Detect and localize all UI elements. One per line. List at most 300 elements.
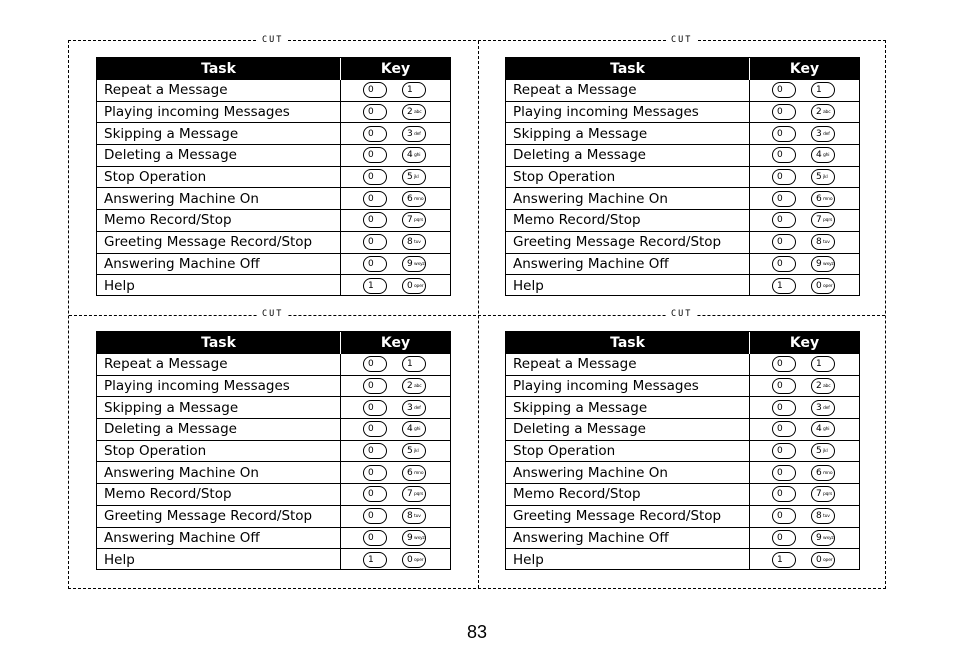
key-combination	[341, 188, 451, 210]
key-letters: tuv	[414, 514, 421, 520]
key-letters: jkl	[823, 175, 828, 181]
key-letters: tuv	[823, 240, 830, 246]
table-row	[506, 210, 859, 232]
key-reference-table	[506, 332, 859, 570]
key-digit: 8	[407, 511, 413, 522]
keypad-button-icon	[363, 530, 387, 546]
key-digit: 0	[368, 424, 374, 435]
key-digit: 0	[777, 172, 783, 183]
table-row	[506, 484, 859, 506]
key-digit: 0	[777, 381, 783, 392]
key-digit: 4	[816, 150, 822, 161]
key-combination	[341, 440, 451, 462]
keypad-button-icon	[363, 82, 387, 98]
table-row	[97, 101, 450, 123]
keypad-button-icon	[402, 256, 426, 272]
task-label: Greeting Message Record/Stop	[97, 231, 341, 253]
key-digit: 3	[816, 402, 822, 413]
key-combination	[750, 80, 860, 102]
keypad-button-icon	[363, 508, 387, 524]
key-combination	[750, 188, 860, 210]
keypad-button-icon	[772, 530, 796, 546]
table-row	[506, 397, 859, 419]
key-digit: 0	[777, 359, 783, 370]
keypad-button-icon	[811, 552, 835, 568]
key-reference-table	[97, 58, 450, 296]
key-combination	[750, 145, 860, 167]
keypad-button-icon	[363, 234, 387, 250]
key-digit: 0	[777, 150, 783, 161]
keypad-button-icon	[811, 212, 835, 228]
key-digit: 0	[777, 424, 783, 435]
key-letters: wxyz	[414, 261, 425, 267]
table-row	[506, 375, 859, 397]
table-row	[97, 231, 450, 253]
keypad-button-icon	[811, 378, 835, 394]
key-digit: 6	[816, 467, 822, 478]
task-column-header: Task	[97, 58, 341, 80]
key-digit: 0	[368, 107, 374, 118]
key-combination	[341, 505, 451, 527]
keypad-button-icon	[772, 400, 796, 416]
keypad-button-icon	[363, 552, 387, 568]
key-digit: 1	[407, 85, 413, 96]
key-digit: 3	[407, 402, 413, 413]
horizontal-cut-line	[69, 315, 885, 316]
task-label: Playing incoming Messages	[506, 375, 750, 397]
table-row	[506, 440, 859, 462]
key-combination	[750, 253, 860, 275]
keypad-button-icon	[811, 234, 835, 250]
table-row	[97, 210, 450, 232]
key-combination	[341, 101, 451, 123]
key-digit: 0	[368, 258, 374, 269]
key-combination	[750, 210, 860, 232]
key-digit: 5	[407, 172, 413, 183]
key-digit: 0	[777, 258, 783, 269]
table-row	[506, 527, 859, 549]
cut-label: CUT	[666, 309, 697, 319]
key-letters: def	[414, 131, 421, 137]
keypad-button-icon	[402, 443, 426, 459]
key-letters: pqrs	[414, 492, 424, 498]
task-label: Help	[97, 549, 341, 570]
key-digit: 0	[407, 280, 413, 291]
key-combination	[750, 123, 860, 145]
key-combination	[341, 166, 451, 188]
keypad-button-icon	[402, 421, 426, 437]
key-digit: 6	[816, 193, 822, 204]
key-combination	[750, 419, 860, 441]
key-letters: ghi	[823, 427, 830, 433]
key-letters: pqrs	[823, 218, 833, 224]
key-digit: 1	[816, 359, 822, 370]
task-label: Deleting a Message	[506, 145, 750, 167]
key-letters: mno	[414, 470, 424, 476]
key-digit: 3	[816, 128, 822, 139]
keypad-button-icon	[772, 126, 796, 142]
task-label: Deleting a Message	[97, 145, 341, 167]
keypad-button-icon	[772, 508, 796, 524]
table-row	[506, 80, 859, 102]
key-combination	[341, 123, 451, 145]
task-column-header: Task	[506, 332, 750, 354]
keypad-button-icon	[402, 400, 426, 416]
table-row	[506, 101, 859, 123]
key-digit: 0	[407, 554, 413, 565]
table-row	[97, 462, 450, 484]
task-label: Answering Machine Off	[97, 253, 341, 275]
table-row	[97, 440, 450, 462]
keypad-button-icon	[402, 104, 426, 120]
task-label: Deleting a Message	[506, 419, 750, 441]
task-label: Memo Record/Stop	[97, 210, 341, 232]
table-row	[506, 275, 859, 296]
task-label: Repeat a Message	[506, 354, 750, 376]
task-label: Skipping a Message	[506, 123, 750, 145]
key-combination	[341, 354, 451, 376]
keypad-button-icon	[811, 82, 835, 98]
key-digit: 0	[368, 193, 374, 204]
key-combination	[341, 80, 451, 102]
keypad-button-icon	[363, 278, 387, 294]
keypad-button-icon	[772, 356, 796, 372]
key-combination	[750, 397, 860, 419]
keypad-button-icon	[811, 126, 835, 142]
cut-label: CUT	[257, 35, 288, 45]
key-letters: wxyz	[823, 261, 834, 267]
table-row	[506, 123, 859, 145]
keypad-button-icon	[363, 443, 387, 459]
task-label: Deleting a Message	[97, 419, 341, 441]
key-digit: 7	[407, 489, 413, 500]
key-letters: ghi	[414, 153, 421, 159]
task-label: Repeat a Message	[97, 354, 341, 376]
key-digit: 0	[777, 107, 783, 118]
key-combination	[341, 484, 451, 506]
keypad-button-icon	[363, 147, 387, 163]
task-label: Repeat a Message	[506, 80, 750, 102]
key-digit: 0	[368, 237, 374, 248]
keypad-button-icon	[772, 256, 796, 272]
key-digit: 9	[816, 532, 822, 543]
keypad-button-icon	[402, 508, 426, 524]
task-label: Greeting Message Record/Stop	[97, 505, 341, 527]
task-label: Answering Machine On	[506, 462, 750, 484]
key-letters: ghi	[823, 153, 830, 159]
task-label: Answering Machine Off	[506, 253, 750, 275]
table-row	[97, 527, 450, 549]
task-label: Memo Record/Stop	[97, 484, 341, 506]
table-row	[97, 354, 450, 376]
key-digit: 0	[368, 489, 374, 500]
task-label: Memo Record/Stop	[506, 484, 750, 506]
keypad-button-icon	[811, 530, 835, 546]
key-combination	[341, 210, 451, 232]
key-digit: 3	[407, 128, 413, 139]
keypad-button-icon	[811, 421, 835, 437]
task-label: Playing incoming Messages	[506, 101, 750, 123]
key-letters: jkl	[823, 449, 828, 455]
key-reference-table	[97, 332, 450, 570]
keypad-button-icon	[402, 82, 426, 98]
keypad-button-icon	[811, 104, 835, 120]
key-letters: wxyz	[414, 535, 425, 541]
key-digit: 7	[816, 215, 822, 226]
key-letters: mno	[823, 196, 833, 202]
key-digit: 0	[368, 467, 374, 478]
task-label: Stop Operation	[97, 440, 341, 462]
key-letters: pqrs	[823, 492, 833, 498]
key-digit: 0	[816, 554, 822, 565]
table-row	[97, 188, 450, 210]
key-digit: 5	[407, 446, 413, 457]
key-digit: 0	[777, 467, 783, 478]
key-letters: oper	[414, 557, 424, 563]
key-letters: oper	[414, 283, 424, 289]
key-digit: 0	[777, 85, 783, 96]
key-letters: jkl	[414, 175, 419, 181]
key-digit: 0	[816, 280, 822, 291]
table-row	[97, 80, 450, 102]
task-label: Answering Machine On	[97, 462, 341, 484]
key-combination	[341, 419, 451, 441]
key-digit: 1	[777, 280, 783, 291]
key-combination	[341, 253, 451, 275]
keypad-button-icon	[772, 191, 796, 207]
key-letters: ghi	[414, 427, 421, 433]
key-letters: oper	[823, 283, 833, 289]
table-row	[506, 505, 859, 527]
key-combination	[341, 145, 451, 167]
keypad-button-icon	[363, 191, 387, 207]
key-digit: 1	[368, 554, 374, 565]
keypad-button-icon	[402, 486, 426, 502]
keypad-button-icon	[363, 465, 387, 481]
key-combination	[341, 549, 451, 570]
key-letters: mno	[823, 470, 833, 476]
keypad-button-icon	[772, 552, 796, 568]
key-digit: 0	[777, 215, 783, 226]
key-letters: tuv	[414, 240, 421, 246]
task-label: Answering Machine On	[506, 188, 750, 210]
keypad-button-icon	[402, 552, 426, 568]
table-row	[506, 419, 859, 441]
table-row	[506, 354, 859, 376]
key-letters: pqrs	[414, 218, 424, 224]
keypad-button-icon	[811, 256, 835, 272]
keypad-button-icon	[402, 212, 426, 228]
keypad-button-icon	[772, 212, 796, 228]
key-digit: 0	[368, 532, 374, 543]
key-digit: 0	[777, 237, 783, 248]
key-digit: 0	[368, 85, 374, 96]
keypad-button-icon	[402, 147, 426, 163]
task-label: Playing incoming Messages	[97, 375, 341, 397]
quick-reference-card-bottom-left	[96, 331, 451, 570]
table-row	[97, 484, 450, 506]
key-digit: 4	[407, 424, 413, 435]
key-digit: 8	[816, 237, 822, 248]
key-digit: 5	[816, 172, 822, 183]
keypad-button-icon	[363, 486, 387, 502]
keypad-button-icon	[363, 400, 387, 416]
task-label: Answering Machine On	[97, 188, 341, 210]
key-digit: 5	[816, 446, 822, 457]
table-row	[506, 188, 859, 210]
key-digit: 1	[816, 85, 822, 96]
key-combination	[750, 527, 860, 549]
keypad-button-icon	[363, 212, 387, 228]
keypad-button-icon	[772, 169, 796, 185]
key-digit: 8	[407, 237, 413, 248]
keypad-button-icon	[402, 465, 426, 481]
key-digit: 4	[816, 424, 822, 435]
keypad-button-icon	[811, 400, 835, 416]
keypad-button-icon	[402, 530, 426, 546]
keypad-button-icon	[772, 104, 796, 120]
task-column-header: Task	[97, 332, 341, 354]
key-letters: abc	[823, 384, 831, 390]
key-digit: 9	[407, 258, 413, 269]
key-combination	[341, 397, 451, 419]
key-combination	[341, 462, 451, 484]
key-digit: 2	[816, 381, 822, 392]
key-letters: def	[823, 131, 830, 137]
table-row	[506, 166, 859, 188]
task-label: Answering Machine Off	[97, 527, 341, 549]
keypad-button-icon	[772, 234, 796, 250]
key-digit: 0	[368, 381, 374, 392]
task-label: Stop Operation	[506, 440, 750, 462]
keypad-button-icon	[402, 378, 426, 394]
key-digit: 0	[777, 128, 783, 139]
key-digit: 0	[777, 511, 783, 522]
table-row	[97, 505, 450, 527]
key-combination	[750, 375, 860, 397]
task-column-header: Task	[506, 58, 750, 80]
keypad-button-icon	[811, 191, 835, 207]
cut-label: CUT	[666, 35, 697, 45]
key-digit: 7	[407, 215, 413, 226]
key-letters: def	[823, 405, 830, 411]
key-letters: mno	[414, 196, 424, 202]
table-row	[506, 145, 859, 167]
key-combination	[341, 275, 451, 296]
key-letters: def	[414, 405, 421, 411]
table-row	[97, 375, 450, 397]
keypad-button-icon	[772, 443, 796, 459]
key-column-header: Key	[750, 332, 860, 354]
key-digit: 0	[368, 359, 374, 370]
table-row	[97, 419, 450, 441]
key-digit: 0	[368, 128, 374, 139]
key-reference-table	[506, 58, 859, 296]
key-digit: 0	[368, 172, 374, 183]
table-row	[97, 549, 450, 570]
key-digit: 0	[368, 446, 374, 457]
key-combination	[750, 484, 860, 506]
key-digit: 7	[816, 489, 822, 500]
task-label: Repeat a Message	[97, 80, 341, 102]
keypad-button-icon	[772, 465, 796, 481]
key-digit: 0	[368, 402, 374, 413]
keypad-button-icon	[402, 356, 426, 372]
keypad-button-icon	[363, 421, 387, 437]
key-letters: tuv	[823, 514, 830, 520]
keypad-button-icon	[811, 169, 835, 185]
task-label: Answering Machine Off	[506, 527, 750, 549]
quick-reference-card-bottom-right	[505, 331, 860, 570]
key-combination	[750, 354, 860, 376]
keypad-button-icon	[811, 486, 835, 502]
task-label: Help	[506, 275, 750, 296]
key-combination	[341, 375, 451, 397]
table-row	[97, 253, 450, 275]
table-row	[506, 253, 859, 275]
task-label: Memo Record/Stop	[506, 210, 750, 232]
keypad-button-icon	[811, 443, 835, 459]
keypad-button-icon	[811, 147, 835, 163]
keypad-button-icon	[363, 169, 387, 185]
quick-reference-card-top-left	[96, 57, 451, 296]
table-row	[97, 145, 450, 167]
key-combination	[750, 462, 860, 484]
key-digit: 0	[777, 446, 783, 457]
key-letters: abc	[414, 384, 422, 390]
key-combination	[341, 527, 451, 549]
key-combination	[750, 275, 860, 296]
keypad-button-icon	[402, 169, 426, 185]
key-digit: 1	[777, 554, 783, 565]
key-letters: abc	[823, 110, 831, 116]
keypad-button-icon	[772, 486, 796, 502]
task-label: Skipping a Message	[97, 123, 341, 145]
key-combination	[341, 231, 451, 253]
key-digit: 8	[816, 511, 822, 522]
key-digit: 1	[407, 359, 413, 370]
task-label: Stop Operation	[506, 166, 750, 188]
key-combination	[750, 166, 860, 188]
table-row	[97, 275, 450, 296]
table-row	[506, 231, 859, 253]
keypad-button-icon	[402, 234, 426, 250]
key-digit: 1	[368, 280, 374, 291]
key-digit: 6	[407, 193, 413, 204]
key-column-header: Key	[341, 332, 451, 354]
key-digit: 4	[407, 150, 413, 161]
task-label: Skipping a Message	[97, 397, 341, 419]
key-digit: 0	[368, 215, 374, 226]
page-number: 83	[466, 622, 488, 642]
keypad-button-icon	[811, 465, 835, 481]
key-digit: 9	[816, 258, 822, 269]
keypad-button-icon	[811, 356, 835, 372]
keypad-button-icon	[811, 508, 835, 524]
key-digit: 9	[407, 532, 413, 543]
key-digit: 0	[777, 402, 783, 413]
keypad-button-icon	[772, 421, 796, 437]
task-label: Help	[506, 549, 750, 570]
keypad-button-icon	[772, 378, 796, 394]
task-label: Playing incoming Messages	[97, 101, 341, 123]
keypad-button-icon	[402, 191, 426, 207]
key-digit: 2	[407, 381, 413, 392]
table-row	[97, 123, 450, 145]
key-digit: 0	[777, 532, 783, 543]
task-label: Greeting Message Record/Stop	[506, 231, 750, 253]
key-digit: 0	[777, 489, 783, 500]
